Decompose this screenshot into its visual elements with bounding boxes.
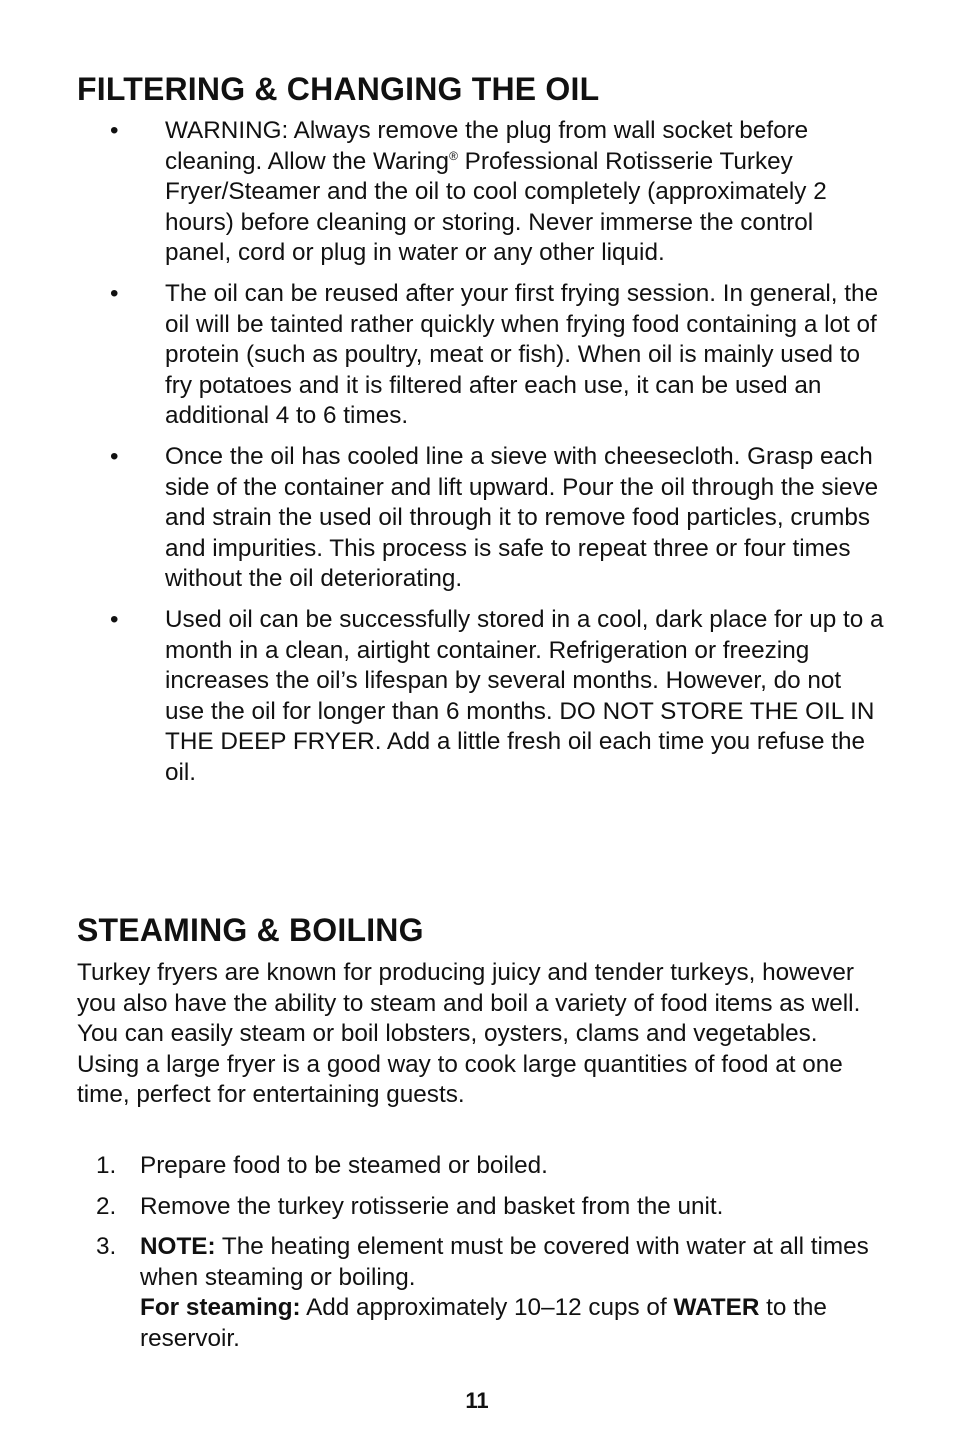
steaming-steps-list <box>0 1151 954 1365</box>
section-title-filtering: FILTERING & CHANGING THE OIL <box>77 71 600 107</box>
step-text: Prepare food to be steamed or boiled. <box>140 1152 548 1179</box>
list-item <box>0 116 954 269</box>
step-number: 3. <box>96 1233 117 1261</box>
bullet-icon: • <box>110 279 119 307</box>
list-item <box>0 1232 954 1354</box>
step-number: 2. <box>96 1192 117 1220</box>
note-label: NOTE: <box>140 1233 216 1261</box>
bullet-text: Once the oil has cooled line a sieve with cheesecloth. Grasp each side of the container and lift upward. Pour the oil through the sieve and strain the used oil through it to remove food particles, crumbs and impurities. This process is safe to repeat three or four times without the oil deteriorating. <box>165 442 879 593</box>
water-emphasis: WATER <box>673 1294 760 1322</box>
bullet-icon: • <box>110 117 119 144</box>
warning-text-cont: Professional Rotisserie Turkey Fryer/Steamer and the oil to cool completely (approximately 2 hours) before cleaning or storing. Never immerse the control panel, cord or plug in water or any other liquid. <box>165 147 827 267</box>
steaming-text-end: to the reservoir. <box>140 1294 827 1352</box>
step-text: Remove the turkey rotisserie and basket from the unit. <box>140 1192 724 1220</box>
list-item <box>0 279 954 432</box>
steaming-label: For steaming: <box>140 1294 301 1322</box>
registered-mark: ® <box>449 148 458 163</box>
bullet-text: The oil can be reused after your first frying session. In general, the oil will be tainted rather quickly when frying food containing a lot of protein (such as poultry, meat or fish). When oil is mainly used to fry potatoes and it is filtered after each use, it can be used an additional 4 to 6 times. <box>165 279 879 430</box>
step-number: 1. <box>96 1152 117 1179</box>
list-item <box>0 1151 954 1182</box>
bullet-icon: • <box>110 442 119 470</box>
note-text: The heating element must be covered with water at all times when steaming or boiling. <box>140 1233 869 1291</box>
section-title-steaming: STEAMING & BOILING <box>77 912 424 948</box>
steaming-text: Add approximately 10–12 cups of <box>300 1294 674 1322</box>
bullet-text: Used oil can be successfully stored in a cool, dark place for up to a month in a clean, airtight container. Refrigeration or freezing increases the oil’s lifespan by several months. However, do not use the oil for longer than 6 months. DO NOT STORE THE OIL IN THE DEEP FRYER. Add a little fresh oil each time you refuse the oil. <box>165 605 884 786</box>
list-item <box>0 442 954 595</box>
list-item <box>0 1192 954 1223</box>
list-item <box>0 605 954 789</box>
filtering-bullet-list <box>0 116 954 798</box>
page-number: 11 <box>465 1388 489 1413</box>
bullet-icon: • <box>110 605 119 633</box>
steaming-intro-paragraph: Turkey fryers are known for producing juicy and tender turkeys, however you also have the ability to steam and boil a variety of food items as well. You can easily steam or boil lobsters, oysters, clams and vegetables. Using a large fryer is a good way to cook large quantities of food at one time, perfect for entertaining guests. <box>77 959 861 1109</box>
warning-text: WARNING: Always remove the plug from wall socket before cleaning. Allow the Waring <box>165 117 809 175</box>
